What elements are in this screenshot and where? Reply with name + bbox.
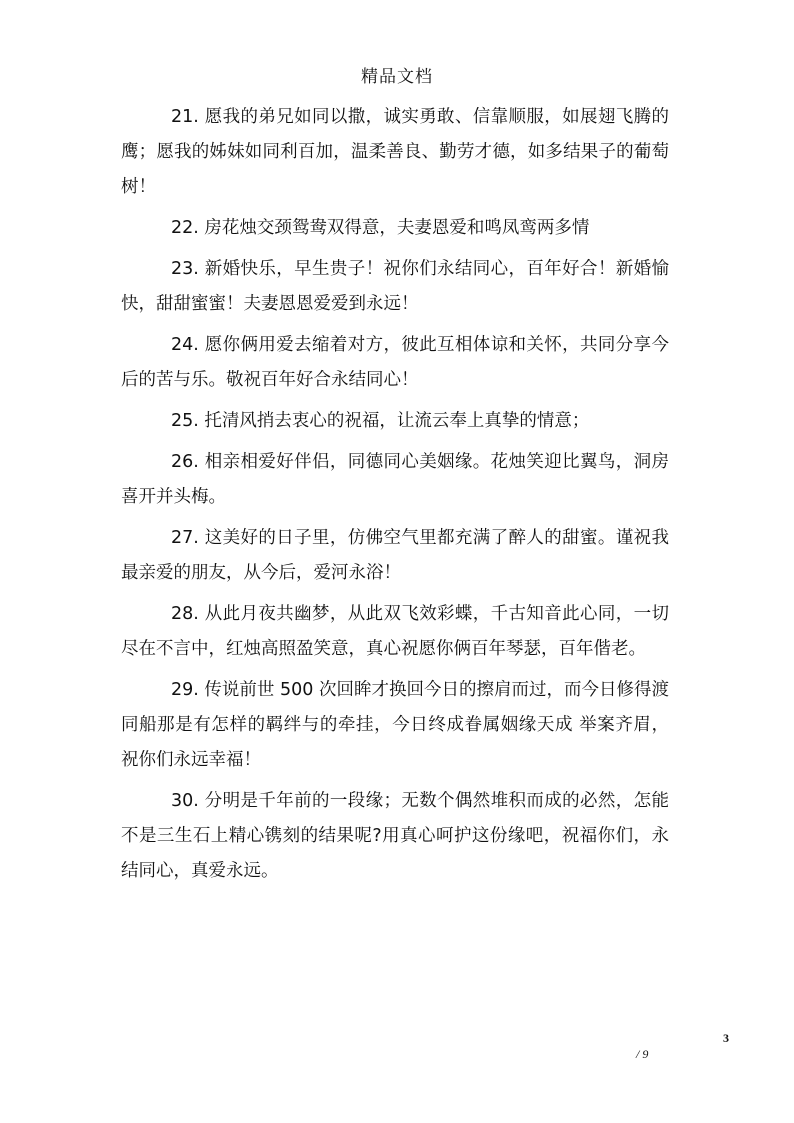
paragraph-29: 29. 传说前世 500 次回眸才换回今日的擦肩而过，而今日修得渡同船那是有怎样的羁绊与的牵挂，今日终成眷属姻缘天成 举案齐眉，祝你们永远幸福！ <box>121 680 669 770</box>
paragraph-25: 25. 托清风捎去衷心的祝福，让流云奉上真挚的情意； <box>171 411 590 431</box>
page-number: 3 <box>723 1031 729 1045</box>
paragraph-21: 21. 愿我的弟兄如同以撒，诚实勇敢、信靠顺服，如展翅飞腾的鹰；愿我的姊妹如同利百加，温柔善良、勤劳才德，如多结果子的葡萄树！ <box>121 107 669 197</box>
paragraph-27: 27. 这美好的日子里，仿佛空气里都充满了醉人的甜蜜。谨祝我最亲爱的朋友，从今后，爱河永浴！ <box>121 528 669 583</box>
page-total: / 9 <box>636 1047 649 1061</box>
paragraph-30: 30. 分明是千年前的一段缘；无数个偶然堆积而成的必然，怎能不是三生石上精心镌刻的结果呢?用真心呵护这份缘吧，祝福你们，永结同心，真爱永远。 <box>121 791 669 881</box>
paragraph-26: 26. 相亲相爱好伴侣，同德同心美姻缘。花烛笑迎比翼鸟，洞房喜开并头梅。 <box>121 452 669 507</box>
document-body <box>121 100 669 895</box>
paragraph-24: 24. 愿你俩用爱去缩着对方，彼此互相体谅和关怀，共同分享今后的苦与乐。敬祝百年好合永结同心！ <box>121 335 669 390</box>
page-header-title: 精品文档 <box>361 67 433 87</box>
paragraph-23: 23. 新婚快乐，早生贵子！祝你们永结同心，百年好合！新婚愉快，甜甜蜜蜜！夫妻恩恩爱爱到永远！ <box>121 259 669 314</box>
paragraph-28: 28. 从此月夜共幽梦，从此双飞效彩蝶，千古知音此心同，一切尽在不言中，红烛高照盈笑意，真心祝愿你俩百年琴瑟，百年偕老。 <box>121 604 669 659</box>
paragraph-22: 22. 房花烛交颈鸳鸯双得意，夫妻恩爱和鸣凤鸾两多情 <box>171 218 590 238</box>
